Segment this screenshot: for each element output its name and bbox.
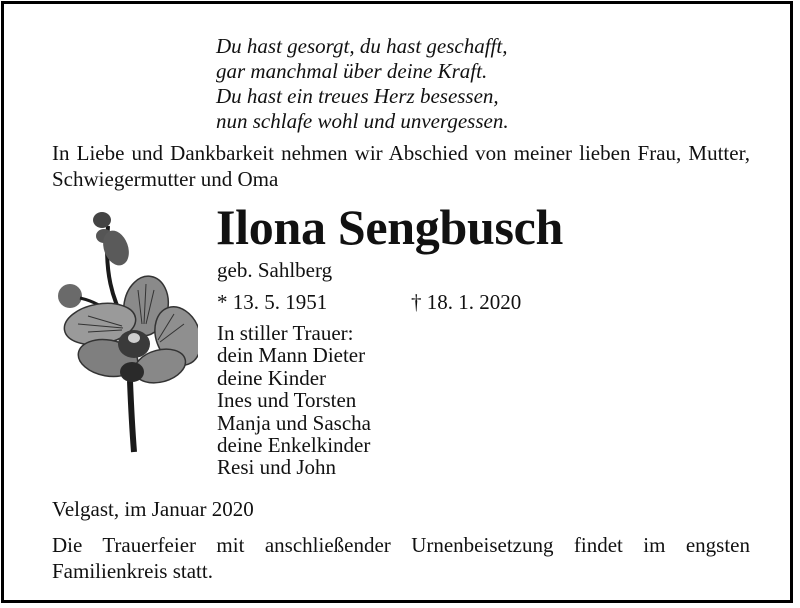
mourner-line: In stiller Trauer: <box>217 321 354 345</box>
mourner-line: Ines und Torsten <box>217 388 357 413</box>
mourner-line: Resi und John <box>217 455 337 480</box>
deceased-name: Ilona Sengbusch <box>216 199 564 255</box>
death-date: † 18. 1. 2020 <box>411 290 522 314</box>
mourner-line: deine Enkelkinder <box>217 433 371 458</box>
birth-date: * 13. 5. 1951 <box>217 290 328 314</box>
mourners-list <box>217 322 371 479</box>
funeral-note: Die Trauerfeier mit anschließender Urnenbeisetzung findet im engsten Familienkreis statt. <box>52 533 750 583</box>
poem-line: nun schlafe wohl und unvergessen. <box>216 109 509 133</box>
intro-text: In Liebe und Dankbarkeit nehmen wir Abschied von meiner lieben Frau, Mutter, Schwiegermutter und Oma <box>52 141 750 191</box>
maiden-name: geb. Sahlberg <box>217 258 333 282</box>
mourner-line: deine Kinder <box>217 365 327 390</box>
poem <box>216 34 509 134</box>
poem-line: Du hast ein treues Herz besessen, <box>216 84 499 108</box>
poem-line: gar manchmal über deine Kraft. <box>216 59 488 83</box>
place-date: Velgast, im Januar 2020 <box>52 497 254 521</box>
poem-line: Du hast gesorgt, du hast geschafft, <box>216 34 508 58</box>
orchid-flower-photo <box>48 206 198 456</box>
mourner-line: Manja und Sascha <box>217 410 371 435</box>
mourner-line: dein Mann Dieter <box>217 343 366 368</box>
